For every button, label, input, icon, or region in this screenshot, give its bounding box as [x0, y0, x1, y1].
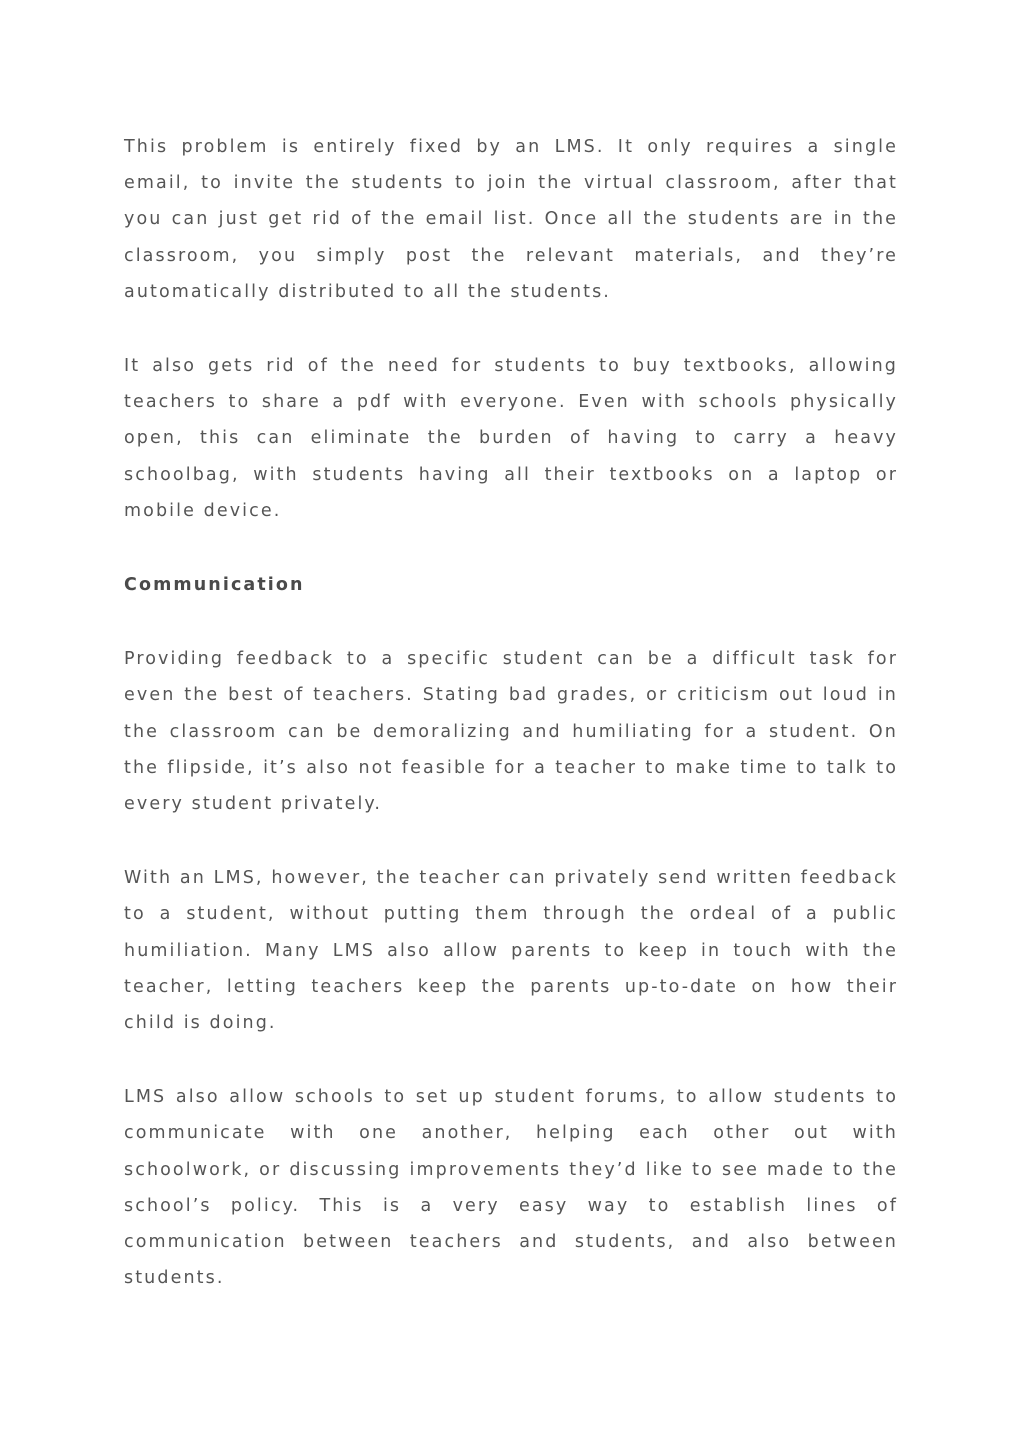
- document-body: [124, 129, 898, 1334]
- paragraph-lms-fixes-problem: This problem is entirely fixed by an LMS. It only requires a single email, to invite the students to join the virtual classroom, after that you can just get rid of the email list. Once all the students are in the classroom, you simply post the relevant materials, and they’re automatically distributed to all the students.: [124, 137, 898, 302]
- paragraph-private-feedback: With an LMS, however, the teacher can privately send written feedback to a student, without putting them through the ordeal of a public humiliation. Many LMS also allow parents to keep in touch with the teacher, letting teachers keep the parents up-to-date on how their child is doing.: [124, 868, 898, 1034]
- paragraph-feedback: Providing feedback to a specific student can be a difficult task for even the best of teachers. Stating bad grades, or criticism out loud in the classroom can be demoralizing and humiliating for a student. On the flipside, it’s also not feasible for a teacher to make time to talk to every student privately.: [124, 649, 898, 815]
- section-heading-communication: Communication: [124, 575, 305, 596]
- paragraph-student-forums: LMS also allow schools to set up student forums, to allow students to communicate with one another, helping each other out with schoolwork, or discussing improvements they’d like to see made to the school’s policy. This is a very easy way to establish lines of communication between teachers and students, and also between students.: [124, 1087, 898, 1289]
- paragraph-textbooks: It also gets rid of the need for students to buy textbooks, allowing teachers to share a pdf with everyone. Even with schools physically open, this can eliminate the burden of having to carry a heavy schoolbag, with students having all their textbooks on a laptop or mobile device.: [124, 356, 898, 521]
